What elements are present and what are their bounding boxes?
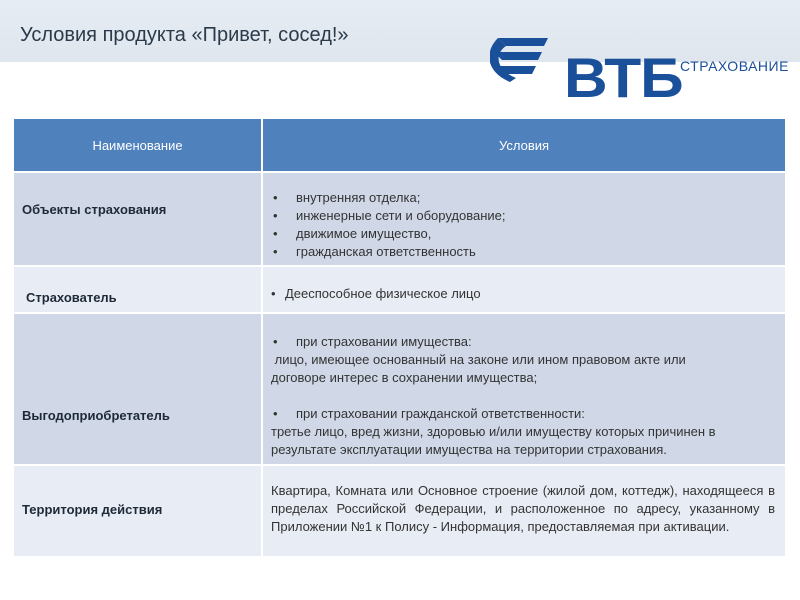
- list-item: • инженерные сети и оборудование;: [273, 208, 506, 223]
- vtb-emblem-icon: [490, 32, 552, 86]
- table-row: [14, 466, 785, 556]
- table-row: [14, 314, 785, 464]
- row-text: договоре интерес в сохранении имущества;: [271, 370, 538, 385]
- header-name: Наименование: [14, 119, 261, 171]
- row-text: результате эксплуатации имущества на территории страхования.: [271, 442, 667, 457]
- list-item: • движимое имущество,: [273, 226, 432, 241]
- vtb-logo: [490, 32, 790, 112]
- row-conditions: Квартира, Комната или Основное строение (жилой дом, коттедж), находящееся в пределах Российской Федерации, и расположенное по адресу, указанному в Приложении №1 к Полису - Информация, предоставляемая при активации.: [263, 466, 785, 556]
- table-row: [14, 267, 785, 312]
- list-item: • при страховании имущества:: [273, 334, 472, 349]
- row-conditions: [263, 267, 785, 312]
- logo-subtitle: СТРАХОВАНИЕ: [680, 58, 789, 74]
- row-label-text: Выгодоприобретатель: [22, 407, 170, 423]
- list-item: • внутренняя отделка;: [273, 190, 421, 205]
- logo-wordmark: ВТБ: [564, 46, 683, 109]
- page-title: Условия продукта «Привет, сосед!»: [20, 24, 349, 46]
- list-item: • Дееспособное физическое лицо: [271, 286, 481, 301]
- row-label: [14, 314, 261, 464]
- row-label-text: Объекты страхования: [22, 201, 167, 217]
- row-label: [14, 173, 261, 265]
- row-label-text: Страхователь: [26, 290, 117, 305]
- row-text: третье лицо, вред жизни, здоровью и/или имуществу которых причинен в: [271, 424, 716, 439]
- table-row: [14, 173, 785, 265]
- list-item: • гражданская ответственность: [273, 244, 476, 259]
- row-text: лицо, имеющее основанный на законе или ином правовом акте или: [271, 352, 686, 367]
- list-item: • при страховании гражданской ответственности:: [273, 406, 585, 421]
- row-conditions: [263, 314, 785, 464]
- row-label-text: Территория действия: [22, 501, 163, 517]
- table-header-row: [14, 119, 785, 171]
- conditions-list: [271, 189, 775, 261]
- row-label: [14, 466, 261, 556]
- header-conditions: Условия: [263, 119, 785, 171]
- row-label: [14, 267, 261, 312]
- conditions-table: [14, 119, 785, 556]
- row-conditions: [263, 173, 785, 265]
